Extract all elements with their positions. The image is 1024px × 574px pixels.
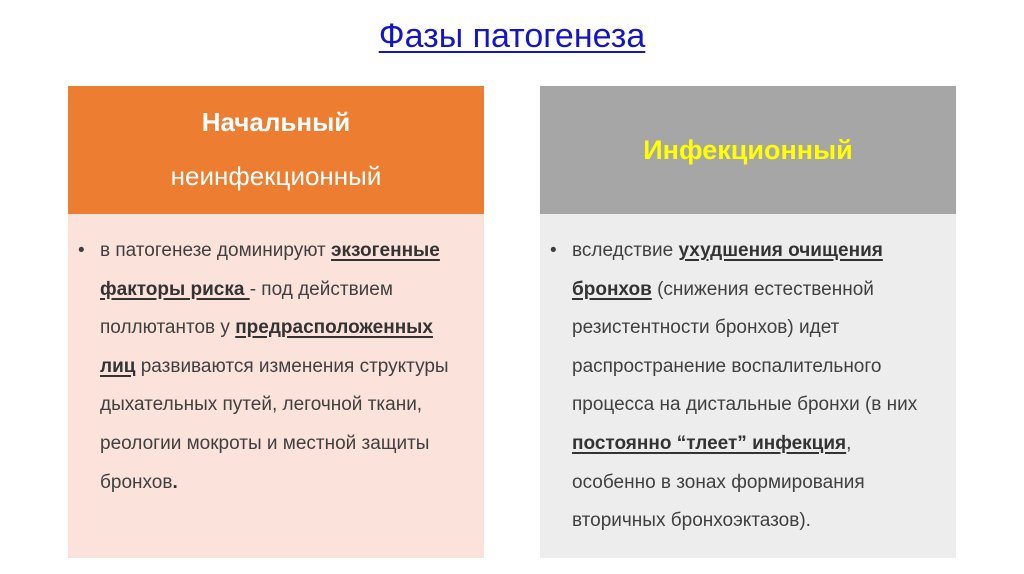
initial-phase-description bbox=[100, 232, 464, 502]
initial-phase-title: Начальный bbox=[201, 107, 351, 137]
text-segment: развиваются изменения структуры дыхательных путей, легочной ткани, реологии мокроты и местной защиты бронхов bbox=[100, 355, 449, 493]
text-segment: , особенно в зонах формирования вторичных бронхоэктазов). bbox=[572, 432, 865, 532]
bullet-icon: • bbox=[550, 240, 557, 261]
list-item bbox=[76, 232, 464, 502]
text-segment: (снижения естественной резистентности бронхов) идет распространение воспалительного процесса на дистальные бронхи (в них bbox=[572, 278, 918, 416]
list-item bbox=[548, 232, 936, 541]
emphasis-smoldering-infection: постоянно “тлеет” инфекция bbox=[572, 432, 847, 454]
text-segment: вследствие bbox=[572, 240, 679, 261]
text-end-period: . bbox=[172, 471, 178, 493]
initial-phase-subtitle: неинфекционный bbox=[170, 161, 382, 191]
infectious-phase-column bbox=[540, 86, 956, 558]
emphasis-impaired-clearance: ухудшения очищения бронхов bbox=[572, 240, 883, 300]
infectious-phase-header bbox=[540, 86, 956, 214]
initial-phase-header bbox=[68, 86, 484, 214]
text-segment: в патогенезе доминируют bbox=[100, 240, 332, 261]
page-title: Фазы патогенеза bbox=[378, 17, 646, 55]
bullet-icon: • bbox=[78, 240, 85, 261]
infectious-phase-description bbox=[572, 232, 936, 541]
infectious-phase-title: Инфекционный bbox=[643, 135, 853, 165]
initial-phase-column bbox=[68, 86, 484, 558]
initial-phase-body bbox=[68, 214, 484, 558]
text-segment: - под действием поллютантов у bbox=[100, 278, 393, 339]
infectious-phase-body bbox=[540, 214, 956, 558]
emphasis-exogenous-factors: экзогенные факторы риска bbox=[100, 240, 440, 300]
emphasis-predisposed-persons: предрасположенных лиц bbox=[100, 317, 433, 377]
